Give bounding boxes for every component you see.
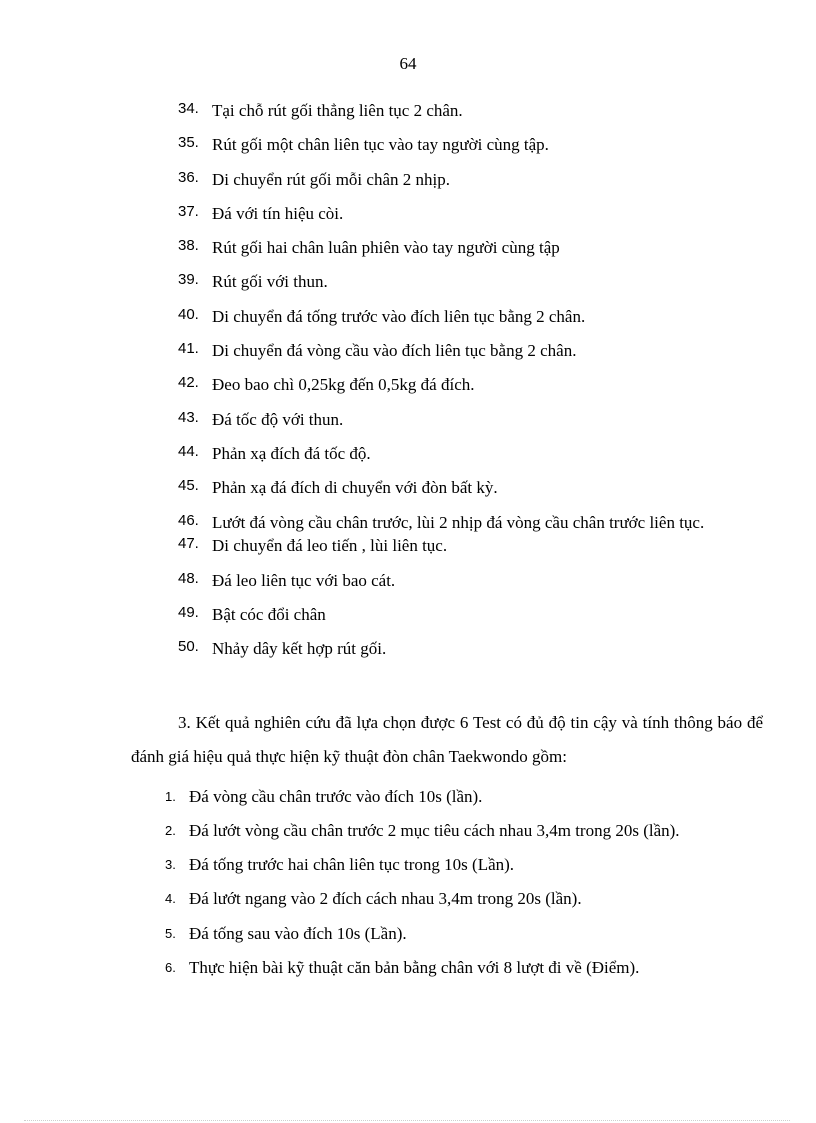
list-item	[178, 134, 549, 155]
item-number: 2.	[165, 823, 176, 838]
item-text: Đá tốc độ với thun.	[212, 410, 344, 429]
list-item	[165, 821, 680, 841]
item-number: 38.	[178, 237, 199, 254]
item-text: Đá vòng cầu chân trước vào đích 10s (lần).	[189, 787, 483, 806]
item-number: 4.	[165, 891, 176, 906]
item-text: Di chuyển đá tống trước vào đích liên tục bằng 2 chân.	[212, 307, 586, 326]
item-number: 39.	[178, 271, 199, 288]
list-item	[178, 443, 371, 464]
item-text: Đá leo liên tục với bao cát.	[212, 571, 396, 590]
item-text: Di chuyển đá leo tiến , lùi liên tục.	[212, 536, 448, 555]
item-text: Di chuyển đá vòng cầu vào đích liên tục bằng 2 chân.	[212, 341, 577, 360]
item-text: Đá với tín hiệu còi.	[212, 204, 344, 223]
item-text: Đá lướt ngang vào 2 đích cách nhau 3,4m trong 20s (lần).	[189, 889, 582, 908]
item-text: Đá lướt vòng cầu chân trước 2 mục tiêu cách nhau 3,4m trong 20s (lần).	[189, 821, 680, 840]
list-item	[178, 638, 386, 659]
item-number: 35.	[178, 134, 199, 151]
page-number: 64	[399, 54, 417, 73]
item-number: 42.	[178, 374, 199, 391]
item-text: Tại chỗ rút gối thẳng liên tục 2 chân.	[212, 101, 463, 120]
list-item	[178, 570, 395, 591]
list-item	[178, 409, 343, 430]
item-number: 6.	[165, 960, 176, 975]
list-item	[178, 203, 343, 224]
item-text: Lướt đá vòng cầu chân trước, lùi 2 nhịp đá vòng cầu chân trước liên tục.	[212, 513, 705, 532]
list-item	[178, 306, 585, 327]
item-number: 50.	[178, 638, 199, 655]
item-number: 45.	[178, 477, 199, 494]
item-number: 36.	[178, 169, 199, 186]
item-number: 5.	[165, 926, 176, 941]
item-number: 43.	[178, 409, 199, 426]
results-paragraph: 3. Kết quả nghiên cứu đã lựa chọn được 6 Test có đủ độ tin cậy và tính thông báo để đánh giá hiệu quả thực hiện kỹ thuật đòn chân Taekwondo gồm:	[131, 713, 763, 766]
list-item	[178, 237, 560, 258]
item-text: Đá tống trước hai chân liên tục trong 10s (Lần).	[189, 855, 515, 874]
item-number: 48.	[178, 570, 199, 587]
list-item	[178, 271, 328, 292]
item-text: Nhảy dây kết hợp rút gối.	[212, 639, 387, 658]
item-number: 3.	[165, 857, 176, 872]
list-item	[165, 958, 639, 978]
list-item	[165, 855, 514, 875]
item-text: Rút gối với thun.	[212, 272, 328, 291]
item-number: 40.	[178, 306, 199, 323]
list-item	[178, 340, 576, 361]
item-text: Bật cóc đổi chân	[212, 605, 326, 624]
item-number: 44.	[178, 443, 199, 460]
footer-divider	[24, 1120, 790, 1121]
item-text: Di chuyển rút gối mỗi chân 2 nhịp.	[212, 170, 450, 189]
item-text: Đá tống sau vào đích 10s (Lần).	[189, 924, 407, 943]
list-item	[178, 604, 326, 625]
list-item	[178, 100, 463, 121]
item-number: 41.	[178, 340, 199, 357]
item-text: Rút gối hai chân luân phiên vào tay người cùng tập	[212, 238, 560, 257]
item-number: 34.	[178, 100, 199, 117]
item-number: 46.	[178, 512, 199, 529]
list-item	[178, 477, 498, 498]
item-number: 49.	[178, 604, 199, 621]
item-text: Rút gối một chân liên tục vào tay người cùng tập.	[212, 135, 549, 154]
list-item	[178, 535, 447, 556]
list-item	[165, 924, 407, 944]
item-number: 47.	[178, 535, 199, 552]
list-item	[178, 512, 704, 533]
item-number: 1.	[165, 789, 176, 804]
item-text: Thực hiện bài kỹ thuật căn bản bằng chân với 8 lượt đi về (Điểm).	[189, 958, 640, 977]
item-text: Đeo bao chì 0,25kg đến 0,5kg đá đích.	[212, 375, 475, 394]
list-item	[165, 889, 582, 909]
item-number: 37.	[178, 203, 199, 220]
list-item	[178, 169, 450, 190]
item-text: Phản xạ đá đích di chuyển với đòn bất kỳ.	[212, 478, 498, 497]
list-item	[165, 787, 482, 807]
list-item	[178, 374, 475, 395]
item-text: Phản xạ đích đá tốc độ.	[212, 444, 371, 463]
